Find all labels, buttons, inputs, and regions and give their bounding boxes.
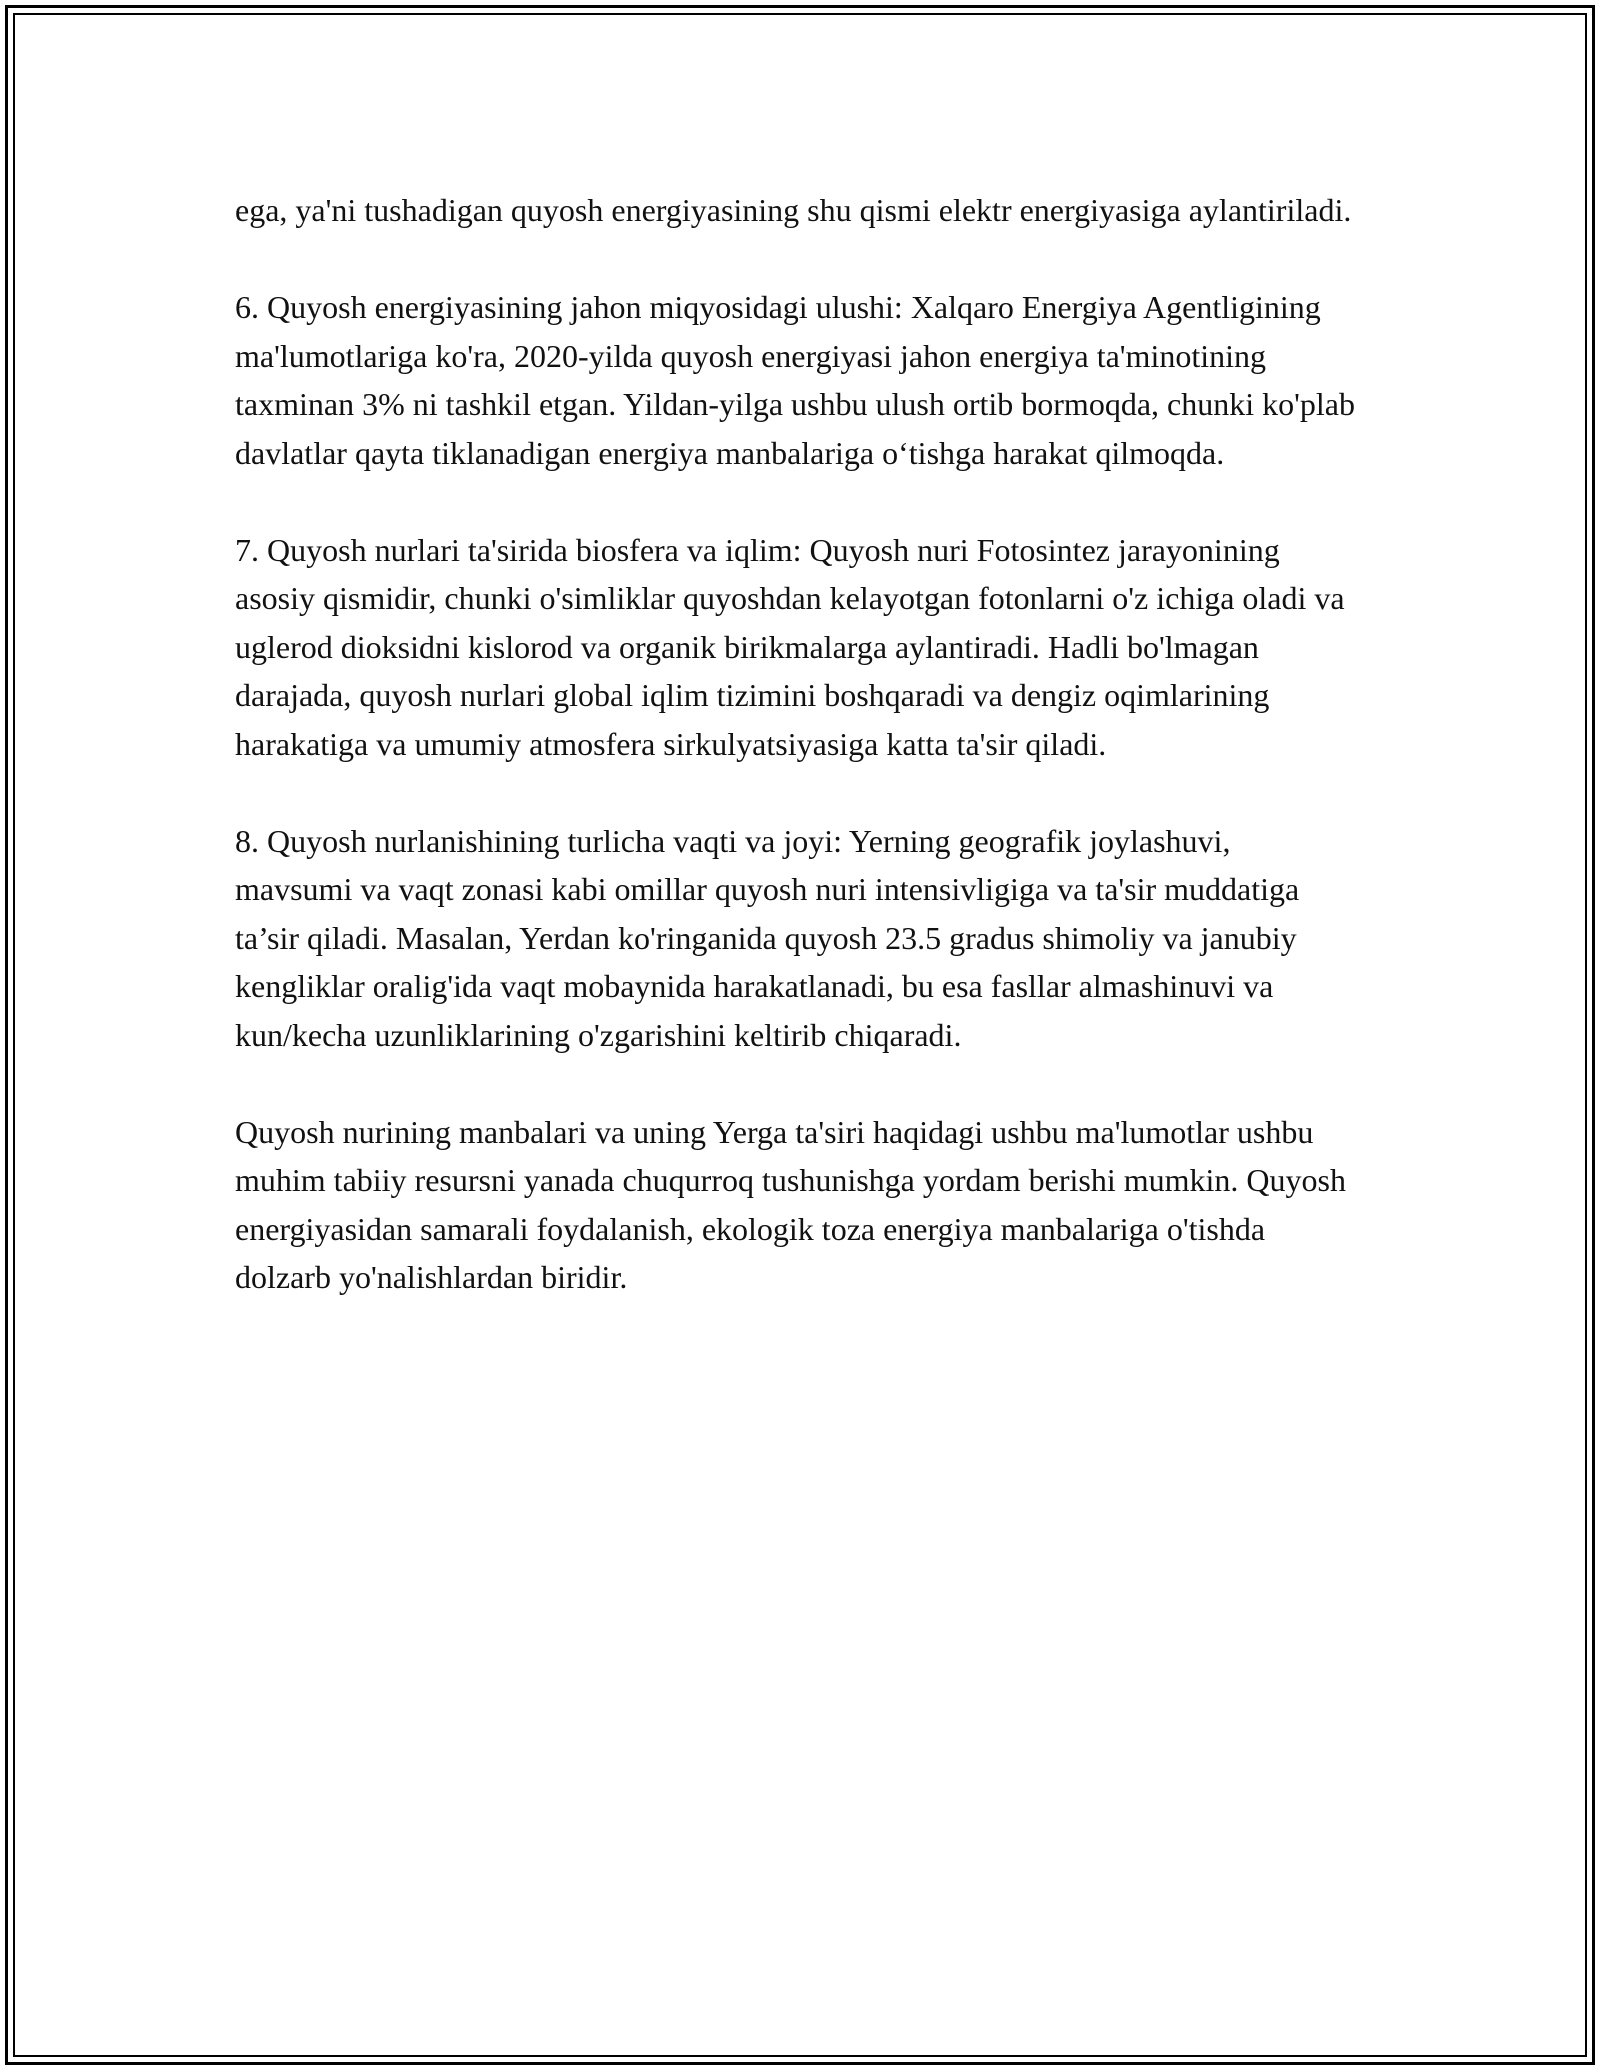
paragraph-item-8: 8. Quyosh nurlanishining turlicha vaqti va joyi: Yerning geografik joylashuvi, mavsumi va vaqt zonasi kabi omillar quyosh nuri intensivligiga va ta'sir muddatiga ta’sir qiladi. Masalan, Yerdan ko'ringanida quyosh 23.5 gradus shimoliy va janubiy kengliklar oralig'ida vaqt mobaynida harakatlanadi, bu esa fasllar almashinuvi va kun/kecha uzunliklarining o'zgarishini keltirib chiqaradi. bbox=[235, 822, 1300, 1053]
document-body bbox=[235, 186, 1355, 1302]
paragraph-item-6: 6. Quyosh energiyasining jahon miqyosidagi ulushi: Xalqaro Energiya Agentligining ma'lumotlariga ko'ra, 2020-yilda quyosh energiyasi jahon energiya ta'minotining taxminan 3% ni tashkil etgan. Yildan-yilga ushbu ulush ortib bormoqda, chunki ko'plab davlatlar qayta tiklanadigan energiya manbalariga o‘tishga harakat qilmoqda. bbox=[235, 289, 1355, 471]
paragraph-item-7: 7. Quyosh nurlari ta'sirida biosfera va iqlim: Quyosh nuri Fotosintez jarayonining asosiy qismidir, chunki o'simliklar quyoshdan kelayotgan fotonlarni o'z ichiga oladi va uglerod dioksidni kislorod va organik birikmalarga aylantiradi. Hadli bo'lmagan darajada, quyosh nurlari global iqlim tizimini boshqaradi va dengiz oqimlarining harakatiga va umumiy atmosfera sirkulyatsiyasiga katta ta'sir qiladi. bbox=[235, 531, 1345, 762]
paragraph-continuation: ega, ya'ni tushadigan quyosh energiyasining shu qismi elektr energiyasiga aylantiriladi. bbox=[235, 192, 1352, 228]
paragraph-conclusion: Quyosh nurining manbalari va uning Yerga ta'siri haqidagi ushbu ma'lumotlar ushbu muhim tabiiy resursni yanada chuqurroq tushunishga yordam berishi mumkin. Quyosh energiyasidan samarali foydalanish, ekologik toza energiya manbalariga o'tishda dolzarb yo'nalishlardan biridir. bbox=[235, 1113, 1346, 1295]
